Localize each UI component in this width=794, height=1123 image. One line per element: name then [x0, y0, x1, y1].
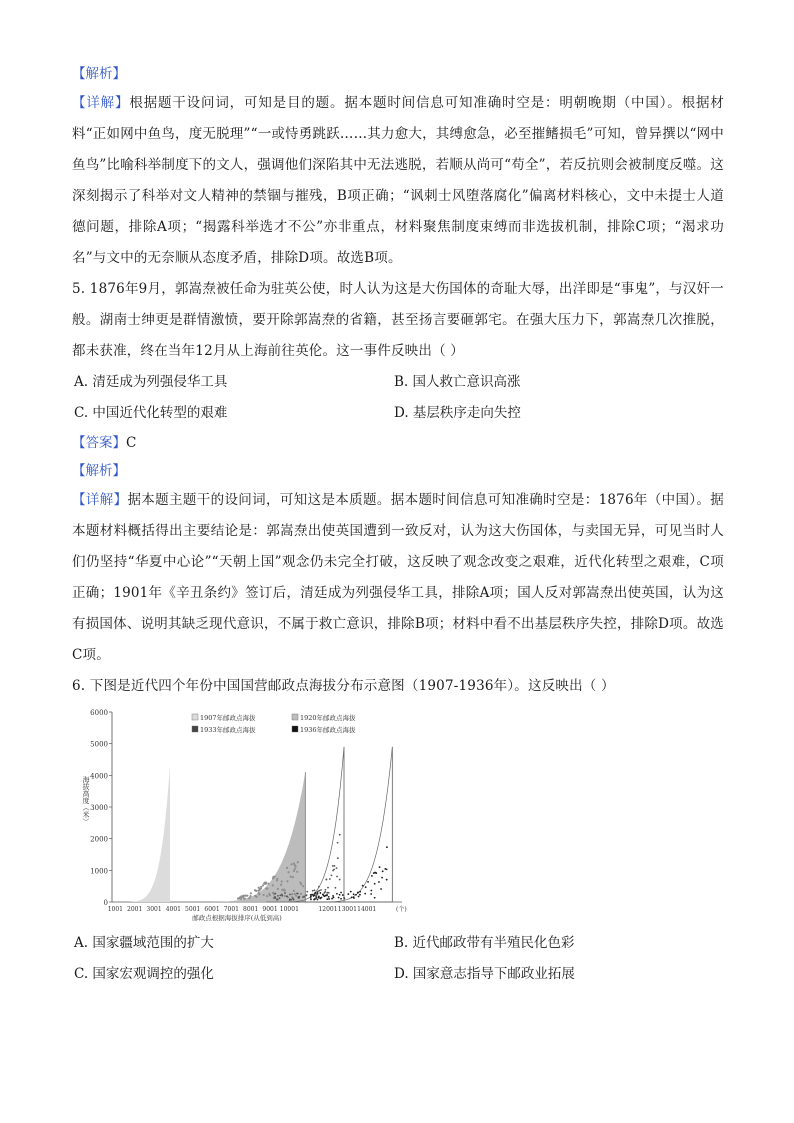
series-2-point [272, 877, 274, 879]
series-3-point [279, 894, 281, 896]
series-2-point [281, 880, 283, 882]
series-4-point [382, 870, 384, 872]
x-tick-label: 7001 [223, 906, 239, 913]
series-4-point [370, 893, 372, 895]
option-a[interactable]: A. 国家疆域范围的扩大 [74, 935, 214, 951]
legend-label: 1907年邮政点海拔 [200, 714, 256, 722]
series-3-point [331, 874, 333, 876]
series-3-point [286, 895, 288, 897]
answer-value: C [126, 435, 137, 451]
detail-paragraph [72, 88, 724, 274]
x-tick-label: 9001 [262, 906, 278, 913]
series-4-point [316, 892, 318, 894]
series-4-point [370, 890, 372, 892]
series-2-point [291, 863, 293, 865]
series-2-point [258, 887, 260, 889]
x-tick-label: 1001 [107, 906, 123, 913]
y-tick-label: 5000 [90, 740, 108, 749]
series-4-point [381, 877, 383, 879]
series-2-point [291, 893, 293, 895]
answer-tag: 【答案】 [72, 435, 126, 451]
series-4-point [359, 894, 361, 896]
y-tick-label: 2000 [90, 835, 108, 844]
series-4-point [378, 881, 380, 883]
series-4-point [362, 885, 364, 887]
series-2-point [281, 889, 283, 891]
series-2-point [255, 890, 257, 892]
series-4-point [364, 893, 366, 895]
legend-label: 1920年邮政点海拔 [300, 714, 356, 722]
series-3-point [334, 865, 336, 867]
detail-tag: 【详解】 [72, 95, 130, 111]
series-4-point [374, 872, 376, 874]
y-tick-label: 6000 [90, 709, 108, 717]
y-tick-label: 4000 [90, 772, 108, 781]
series-4-point [315, 897, 317, 899]
series-2-point [294, 868, 296, 870]
series-2-point [292, 876, 294, 878]
option-c[interactable]: C. 国家宏观调控的强化 [74, 966, 214, 982]
x-tick-label: 4001 [165, 906, 181, 913]
series-2-point [277, 888, 279, 890]
series-2-point [297, 861, 299, 863]
series-4-point [318, 897, 320, 899]
series-3-point [274, 893, 276, 895]
series-4-point [340, 898, 342, 900]
option-b[interactable]: B. 近代邮政带有半殖民化色彩 [394, 935, 575, 951]
x-tick-label: 8001 [243, 906, 259, 913]
series-3-point [302, 896, 304, 898]
series-2-point [300, 883, 302, 885]
series-3-point [328, 892, 330, 894]
series-3-point [292, 897, 294, 899]
series-3-point [329, 878, 331, 880]
option-b[interactable]: B. 国人救亡意识高涨 [394, 374, 521, 390]
series-3-point [327, 887, 329, 889]
series-4-point [338, 897, 340, 899]
series-2-point [256, 896, 258, 898]
series-3-point [320, 889, 322, 891]
series-3-point [337, 857, 339, 859]
series-3-point [318, 886, 320, 888]
series-4-area [301, 747, 392, 902]
series-4-point [333, 897, 335, 899]
series-4-point [331, 898, 333, 900]
series-3-point [332, 865, 334, 867]
series-4-point [365, 886, 367, 888]
question-5-options-row-2 [72, 398, 724, 429]
x-tick-label: 13001 [337, 906, 357, 913]
series-4-point [314, 892, 316, 894]
series-4-point [350, 891, 352, 893]
x-tick-label: 10001 [279, 906, 299, 913]
series-4-point [317, 899, 319, 901]
page-content [72, 60, 724, 990]
series-4-point [328, 898, 330, 900]
x-tick-label: 3001 [146, 906, 162, 913]
question-5-options-row-1 [72, 367, 724, 398]
series-3-point [336, 867, 338, 869]
series-4-point [374, 883, 376, 885]
series-1-area [112, 766, 170, 902]
series-4-point [355, 894, 357, 896]
series-2-point [262, 884, 264, 886]
y-tick-label: 3000 [90, 804, 108, 812]
series-2-point [286, 867, 288, 869]
legend-label: 1933年邮政点海拔 [200, 726, 256, 734]
detail-tag: 【详解】 [72, 492, 128, 508]
detail-paragraph [72, 485, 724, 671]
series-4-point [359, 891, 361, 893]
series-4-point [336, 893, 338, 895]
series-2-point [260, 887, 262, 889]
series-2-point [264, 883, 266, 885]
analysis-tag: 【解析】 [72, 66, 126, 82]
series-2-point [266, 895, 268, 897]
series-4-point [342, 894, 344, 896]
x-unit-label: (个) [396, 906, 407, 913]
y-axis-label: 海拔高度（米） [82, 776, 90, 825]
series-3-point [274, 896, 276, 898]
series-4-point [351, 897, 353, 899]
series-4-point [386, 846, 388, 848]
series-4-point [310, 896, 312, 898]
series-2-point [274, 876, 276, 878]
option-c[interactable]: C. 中国近代化转型的艰难 [74, 405, 228, 421]
option-d[interactable]: D. 国家意志指导下邮政业拓展 [394, 966, 575, 982]
series-3-point [312, 890, 314, 892]
series-3-point [284, 892, 286, 894]
series-2-point [250, 892, 252, 894]
legend-swatch [292, 726, 298, 732]
series-2-point [287, 871, 289, 873]
question-5-stem: 5. 1876年9月，郭嵩焘被任命为驻英公使，时人认为这是大伤国体的奇耻大辱，出洋即是“事鬼”，与汉奸一般。湖南士绅更是群情激愤，要开除郭嵩焘的省籍，甚至扬言要砸郭宅。在强大压力下，郭嵩焘几次推脱，都未获准，终在当年12月从上海前往英伦。这一事件反映出（ ） [72, 281, 724, 359]
series-3-point [279, 897, 281, 899]
question-6-stem: 6. 下图是近代四个年份中国国营邮政点海拔分布示意图（1907-1936年）。这反映出（ ） [72, 678, 615, 694]
series-4-point [380, 888, 382, 890]
series-2-point [248, 897, 250, 899]
legend-label: 1936年邮政点海拔 [300, 726, 356, 734]
series-3-point [289, 894, 291, 896]
x-tick-label: 2001 [127, 906, 143, 913]
series-2-point [272, 892, 274, 894]
series-2-point [258, 889, 260, 891]
series-4-point [332, 895, 334, 897]
detail-text: 据本题主题干的设问词，可知这是本质题。据本题时间信息可知准确时空是：1876年（中国）。据本题材料概括得出主要结论是：郭嵩焘出使英国遭到一致反对，认为这大伤国体，与卖国无异，可见当时人们仍坚持“华夏中心论”“天朝上国”观念仍未完全打破，这反映了观念改变之艰难，近代化转型之艰难，C项正确；1901年《辛丑条约》签订后，清廷成为列强侵华工具，排除A项；国人反对郭嵩焘出使英国，认为这有损国体、说明其缺乏现代意识，不属于救亡意识，排除B项；材料中看不出基层秩序失控，排除D项。故选C项。 [72, 492, 724, 663]
series-3-point [332, 870, 334, 872]
series-4-point [339, 894, 341, 896]
option-a[interactable]: A. 清廷成为列强侵华工具 [74, 374, 228, 390]
series-4-point [367, 881, 369, 883]
series-2-point [246, 895, 248, 897]
series-2-point [300, 893, 302, 895]
series-3-point [296, 893, 298, 895]
question-6-options-row-2 [72, 959, 724, 990]
series-3-point [334, 887, 336, 889]
series-2-point [258, 893, 260, 895]
series-4-point [353, 893, 355, 895]
series-2-point [241, 896, 243, 898]
x-tick-label: 12001 [318, 906, 338, 913]
elevation-chart [72, 706, 412, 928]
series-2-point [267, 883, 269, 885]
question-6-options-row-1 [72, 928, 724, 959]
series-3-point [336, 876, 338, 878]
series-3-point [337, 842, 339, 844]
x-axis-label: 邮政点根据海拔排序(从低到高) [192, 914, 282, 922]
series-2-point [290, 876, 292, 878]
series-4-point [379, 866, 381, 868]
series-2-point [280, 884, 282, 886]
series-3-point [339, 834, 341, 836]
series-3-point [324, 891, 326, 893]
series-4-point [319, 892, 321, 894]
series-4-point [386, 879, 388, 881]
series-4-point [326, 898, 328, 900]
series-3-point [277, 899, 279, 901]
series-4-point [358, 896, 360, 898]
y-tick-label: 0 [103, 899, 108, 907]
answer-line [72, 429, 724, 457]
legend-swatch [192, 726, 198, 732]
series-3-point [281, 895, 283, 897]
series-2-point [263, 894, 265, 896]
series-2-point [276, 879, 278, 881]
series-4-point [320, 897, 322, 899]
series-2-point [295, 895, 297, 897]
legend-swatch [192, 714, 198, 720]
series-4-point [353, 896, 355, 898]
series-4-point [340, 892, 342, 894]
series-4-point [310, 899, 312, 901]
analysis-tag: 【解析】 [72, 463, 126, 479]
series-3-point [277, 895, 279, 897]
series-3-point [306, 891, 308, 893]
series-4-point [357, 892, 359, 894]
x-tick-label: 6001 [204, 906, 220, 913]
x-tick-label: 14001 [357, 906, 377, 913]
series-2-point [302, 885, 304, 887]
series-2-point [286, 880, 288, 882]
series-3-point [325, 889, 327, 891]
series-4-point [371, 875, 373, 877]
series-4-point [384, 868, 386, 870]
series-4-point [328, 896, 330, 898]
series-3-point [290, 899, 292, 901]
series-2-point [249, 895, 251, 897]
series-2-point [268, 893, 270, 895]
series-3-point [326, 879, 328, 881]
series-4-point [314, 894, 316, 896]
detail-text: 根据题干设问词，可知是目的题。据本题时间信息可知准确时空是：明朝晚期（中国）。根据材料“正如网中鱼鸟，度无脱理”“一或恃勇跳跃……其力愈大，其缚愈急，必至摧鳍损毛”可知，曾异撰以“网中鱼鸟”比喻科举制度下的文人，强调他们深陷其中无法逃脱，若顺从尚可“苟全”，若反抗则会被制度反噬。这深刻揭示了科举对文人精神的禁锢与摧残，B项正确；“讽刺士风堕落腐化”偏离材料核心，文中未提士人道德问题，排除A项；“揭露科举选才不公”亦非重点，材料聚焦制度束缚而非选拔机制，排除C项；“渴求功名”与文中的无奈顺从态度矛盾，排除D项。故选B项。 [72, 95, 725, 266]
series-3-point [339, 879, 341, 881]
series-2-point [243, 898, 245, 900]
series-2-point [283, 889, 285, 891]
legend-swatch [292, 714, 298, 720]
chart-svg [72, 706, 412, 928]
series-2-point [296, 871, 298, 873]
series-2-point [293, 890, 295, 892]
series-3-point [298, 896, 300, 898]
series-2-point [293, 870, 295, 872]
series-2-point [238, 897, 240, 899]
option-d[interactable]: D. 基层秩序走向失控 [394, 405, 521, 421]
series-2-point [294, 893, 296, 895]
y-tick-label: 1000 [90, 867, 108, 876]
series-4-point [374, 897, 376, 899]
series-4-point [323, 895, 325, 897]
series-2-area [174, 772, 305, 902]
series-4-point [313, 899, 315, 901]
series-4-point [311, 894, 313, 896]
series-2-point [272, 884, 274, 886]
series-2-point [266, 888, 268, 890]
series-2-point [284, 895, 286, 897]
series-2-point [294, 864, 296, 866]
series-4-point [347, 893, 349, 895]
series-3-point [314, 889, 316, 891]
x-tick-label: 5001 [185, 906, 201, 913]
series-4-point [325, 895, 327, 897]
